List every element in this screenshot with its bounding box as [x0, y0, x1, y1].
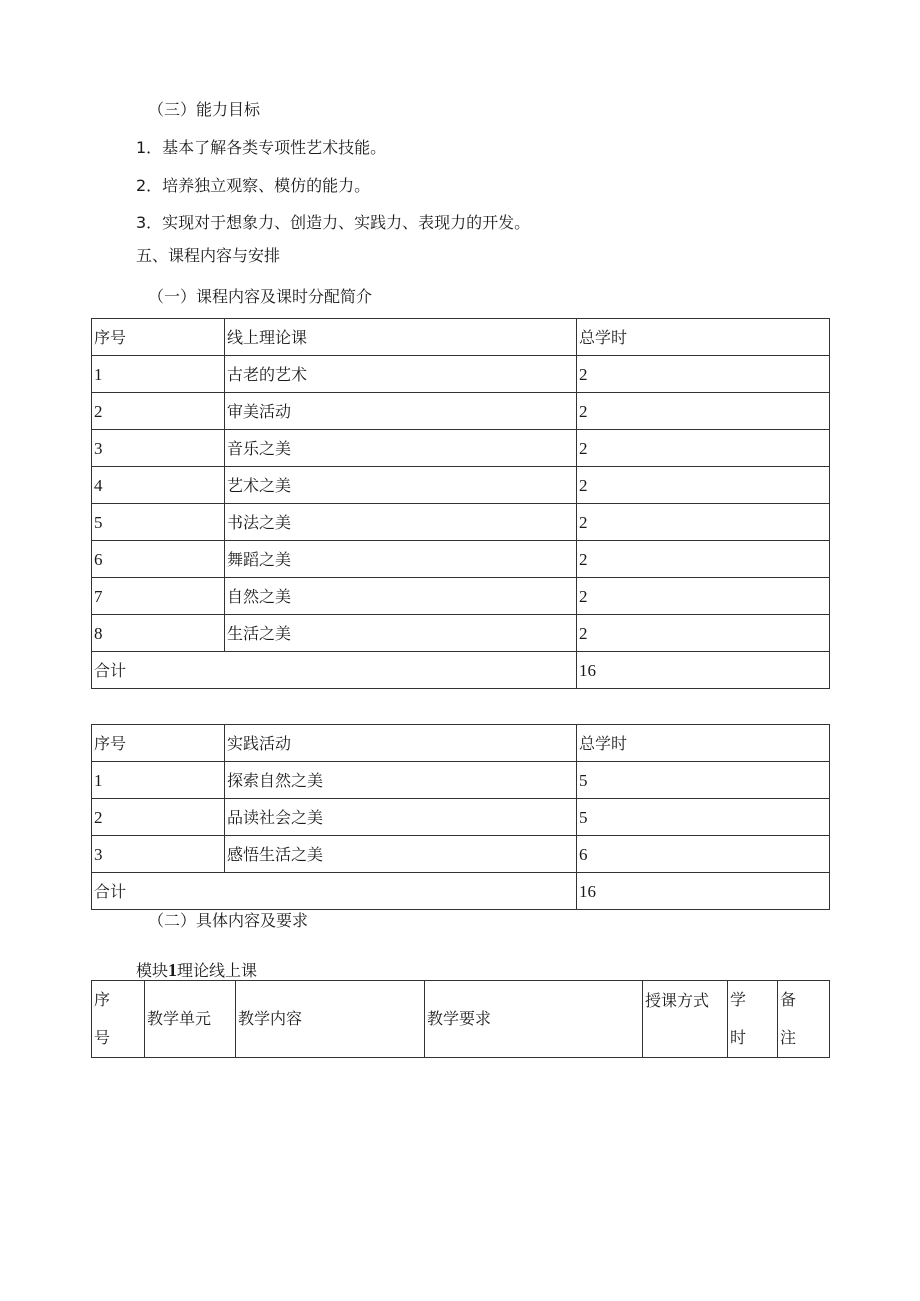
table-header-row	[92, 981, 830, 1058]
row-seq: 3	[92, 836, 225, 873]
row-seq: 2	[92, 393, 225, 430]
header-hours	[728, 981, 778, 1058]
total-hours: 16	[577, 652, 830, 689]
table-row	[92, 578, 830, 615]
header-hours-top: 学	[730, 990, 747, 1009]
table-row	[92, 393, 830, 430]
total-hours: 16	[577, 873, 830, 910]
header-hours: 总学时	[577, 725, 830, 762]
row-course: 生活之美	[225, 615, 577, 652]
header-seq: 序号	[92, 725, 225, 762]
table-row	[92, 504, 830, 541]
row-hours: 6	[577, 836, 830, 873]
practice-activity-table	[91, 724, 830, 910]
row-hours: 2	[577, 578, 830, 615]
ability-item-2: 2．培养独立观察、模仿的能力。	[136, 176, 371, 195]
subsection-1-heading: （一）课程内容及课时分配简介	[148, 287, 373, 306]
row-hours: 5	[577, 799, 830, 836]
module-prefix: 模块	[136, 961, 169, 980]
header-teaching-method: 授课方式	[643, 981, 728, 1058]
row-seq: 4	[92, 467, 225, 504]
row-seq: 3	[92, 430, 225, 467]
table-total-row	[92, 652, 830, 689]
header-seq: 序号	[92, 319, 225, 356]
row-course: 书法之美	[225, 504, 577, 541]
table-row	[92, 615, 830, 652]
table-row	[92, 541, 830, 578]
header-seq-bottom: 号	[94, 1028, 111, 1047]
row-hours: 2	[577, 504, 830, 541]
row-course: 古老的艺术	[225, 356, 577, 393]
module-number: 1	[168, 960, 178, 980]
row-seq: 8	[92, 615, 225, 652]
row-hours: 2	[577, 615, 830, 652]
row-seq: 6	[92, 541, 225, 578]
ability-item-1: 1．基本了解各类专项性艺术技能。	[136, 138, 387, 157]
row-seq: 5	[92, 504, 225, 541]
subsection-2-heading: （二）具体内容及要求	[148, 911, 309, 930]
header-seq-top: 序	[94, 990, 111, 1009]
table-row	[92, 356, 830, 393]
row-course: 艺术之美	[225, 467, 577, 504]
ability-item-3: 3．实现对于想象力、创造力、实践力、表现力的开发。	[136, 213, 531, 232]
module-1-heading	[136, 960, 257, 981]
row-course: 舞蹈之美	[225, 541, 577, 578]
total-label: 合计	[92, 652, 577, 689]
table-header-row	[92, 725, 830, 762]
total-label: 合计	[92, 873, 577, 910]
row-seq: 2	[92, 799, 225, 836]
header-notes-bottom: 注	[780, 1028, 797, 1047]
table-row	[92, 799, 830, 836]
row-hours: 2	[577, 430, 830, 467]
header-activity: 实践活动	[225, 725, 577, 762]
theory-course-table	[91, 318, 830, 689]
row-course: 审美活动	[225, 393, 577, 430]
table-row	[92, 467, 830, 504]
row-hours: 2	[577, 393, 830, 430]
row-seq: 1	[92, 356, 225, 393]
header-hours: 总学时	[577, 319, 830, 356]
section-5-heading: 五、课程内容与安排	[136, 246, 281, 265]
table-total-row	[92, 873, 830, 910]
header-teaching-content: 教学内容	[236, 981, 425, 1058]
row-activity: 感悟生活之美	[225, 836, 577, 873]
header-notes	[778, 981, 830, 1058]
module-suffix: 理论线上课	[177, 961, 258, 980]
ability-goals-heading: （三）能力目标	[148, 100, 261, 119]
row-hours: 5	[577, 762, 830, 799]
header-notes-top: 备	[780, 990, 797, 1009]
table-row	[92, 762, 830, 799]
module-content-table	[91, 980, 830, 1058]
table-row	[92, 430, 830, 467]
row-hours: 2	[577, 356, 830, 393]
row-hours: 2	[577, 467, 830, 504]
row-hours: 2	[577, 541, 830, 578]
row-seq: 1	[92, 762, 225, 799]
row-seq: 7	[92, 578, 225, 615]
header-teaching-unit: 教学单元	[145, 981, 236, 1058]
header-seq	[92, 981, 145, 1058]
header-teaching-requirement: 教学要求	[425, 981, 643, 1058]
header-course: 线上理论课	[225, 319, 577, 356]
row-course: 音乐之美	[225, 430, 577, 467]
row-activity: 探索自然之美	[225, 762, 577, 799]
table-row	[92, 836, 830, 873]
row-activity: 品读社会之美	[225, 799, 577, 836]
header-hours-bottom: 时	[730, 1028, 747, 1047]
table-header-row	[92, 319, 830, 356]
row-course: 自然之美	[225, 578, 577, 615]
